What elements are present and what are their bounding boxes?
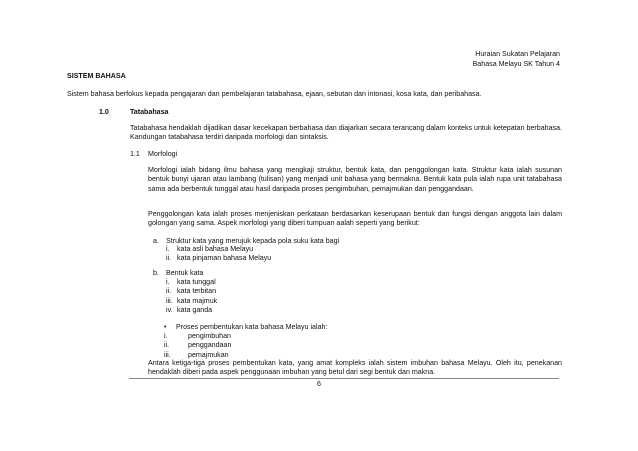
list-item-marker: iii. <box>164 350 171 359</box>
list-item-text: kata pinjaman bahasa Melayu <box>177 254 272 263</box>
list-b-title: Bentuk kata <box>166 269 204 277</box>
subsection-1-1-number: 1.1 <box>130 150 140 158</box>
list-item-marker: i. <box>166 278 170 286</box>
bullet-icon: • <box>164 323 167 331</box>
bullet-items <box>164 332 231 360</box>
list-item <box>166 245 271 254</box>
list-item-text: kata tunggal <box>177 278 216 286</box>
list-a-marker: a. <box>153 237 159 245</box>
list-item <box>166 254 271 263</box>
list-item <box>166 278 217 287</box>
list-item-text: kata majmuk <box>177 296 218 305</box>
section-1-title: Tatabahasa <box>130 108 169 116</box>
section-title: SISTEM BAHASA <box>67 72 126 80</box>
list-item <box>166 287 217 296</box>
list-item-text: kata terbitan <box>177 287 217 296</box>
section-1-number: 1.0 <box>99 108 109 116</box>
footer-divider <box>129 378 559 379</box>
page-header <box>473 49 560 69</box>
list-b-items <box>166 278 217 316</box>
list-item-marker: iii. <box>166 296 173 305</box>
list-item-marker: iv. <box>166 306 173 315</box>
list-item <box>164 332 231 341</box>
list-a-items <box>166 245 271 264</box>
header-line-1: Huraian Sukatan Pelajaran <box>475 50 560 58</box>
list-item-marker: i. <box>164 332 168 340</box>
list-item-marker: ii. <box>166 287 172 296</box>
morfologi-paragraph-2: Penggolongan kata ialah proses menjeniskan perkataan berdasarkan keserupaan bentuk dan fungsi dengan anggota lain dalam golongan yang sama. Aspek morfologi yang diberi tumpuan aalah seperti yang berikut: <box>148 210 562 228</box>
list-item-text: kata ganda <box>177 306 213 315</box>
list-item-text: pengimbuhan <box>188 332 231 340</box>
intro-paragraph: Sistem bahasa berfokus kepada pengajaran dan pembelajaran tatabahasa, ejaan, sebutan dan intonasi, kosa kata, dan peribahasa. <box>67 90 482 98</box>
bullet-title: Proses pembentukan kata bahasa Melayu ialah: <box>176 323 328 331</box>
list-item-marker: ii. <box>166 254 172 263</box>
list-item-text: pemajmukan <box>188 350 229 359</box>
list-item <box>166 306 217 315</box>
page-number: 6 <box>317 380 321 388</box>
header-line-2: Bahasa Melayu SK Tahun 4 <box>472 60 560 68</box>
list-item <box>164 341 231 350</box>
list-a-title: Struktur kata yang merujuk kepada pola suku kata bagi <box>166 237 340 245</box>
list-item-marker: ii. <box>164 341 170 350</box>
list-item-text: penggandaan <box>188 341 232 350</box>
list-b-marker: b. <box>153 269 159 277</box>
closing-paragraph: Antara ketiga-tiga proses pembentukan kata, yang amat kompleks ialah sistem imbuhan bahasa Melayu. Oleh itu, penekanan hendaklah diberi pada aspek penggunaan imbuhan yang betul dari segi bentuk dan makna. <box>148 359 562 377</box>
morfologi-paragraph-1: Morfologi ialah bidang ilmu bahasa yang mengkaji struktur, bentuk kata, dan penggolongan kata. Struktur kata ialah susunan bentuk bunyi ujaran atau lambang (tulisan) yang menjadi unit bahasa yang bermakna. Bentuk kata pula ialah rupa unit tatabahasa sama ada berbentuk tunggal atau hasil daripada proses pengimbuhan, pemajmukan dan penggandaan. <box>148 166 562 193</box>
list-item-marker: i. <box>166 245 170 253</box>
list-item <box>166 297 217 306</box>
subsection-1-1-title: Morfologi <box>148 150 178 158</box>
section-1-paragraph: Tatabahasa hendaklah dijadikan dasar kecekapan berbahasa dan diajarkan secara terancang dalam konteks untuk ketepatan berbahasa. Kandungan tatabahasa terdiri daripada morfologi dan sintaksis. <box>130 124 562 142</box>
list-item-text: kata asli bahasa Melayu <box>177 245 254 253</box>
